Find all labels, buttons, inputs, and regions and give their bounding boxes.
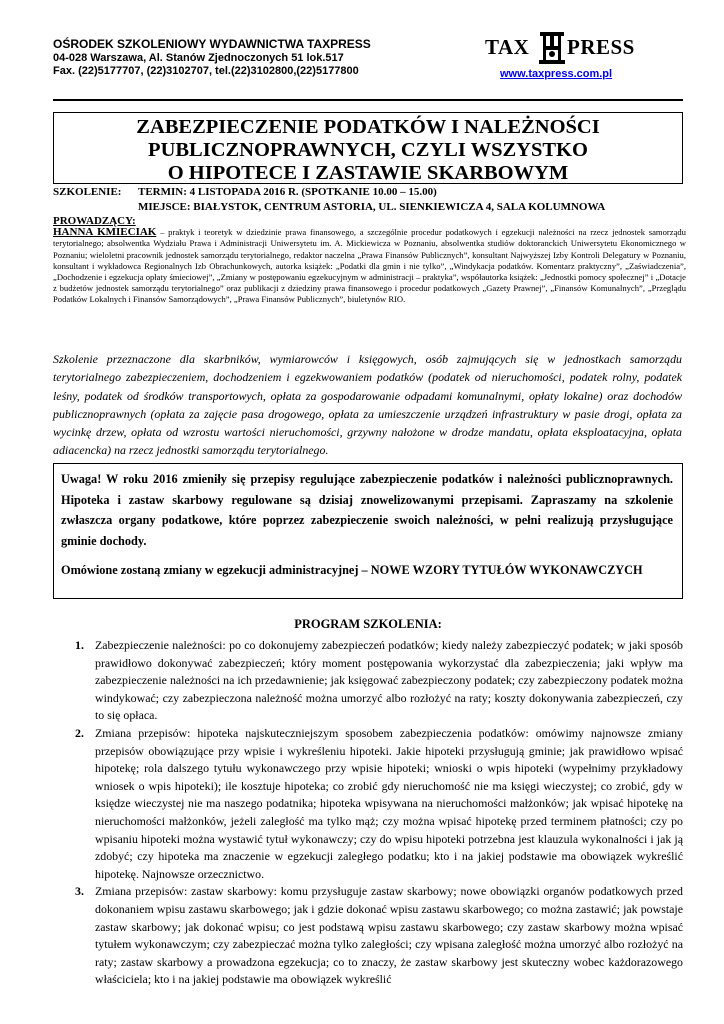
program-list [53,637,683,989]
training-date: TERMIN: 4 LISTOPADA 2016 R. (SPOTKANIE 10.00 – 15.00) [138,186,437,198]
notice-paragraph-1: Uwaga! W roku 2016 zmieniły się przepisy regulujące zabezpieczenie podatków i należności publicznoprawnych. Hipoteka i zastaw skarbowy regulowane są dzisiaj znowelizowanymi przepisami. Zapraszamy na szkolenie zwłaszcza organy podatkowe, które poprzez zabezpieczenie swoich należności, w pełni realizują przysługujące gminie dochody. [61,472,673,548]
training-details [138,185,605,215]
header-divider [53,99,683,101]
printing-press-icon [537,30,567,66]
list-item-text: Zabezpieczenie należności: po co dokonujemy zabezpieczeń podatków; kiedy należy zabezpieczyć podatek; w jaki sposób prawidłowo dokonywać zabezpieczeń; który moment postępowania wykorzystać dla zabezpieczenia; jaki wpływ ma zabezpieczenie należności na ich przedawnienie; jak księgować zabezpieczony podatek; czy zabezpieczony podatek można windykować; czy zabezpieczona należność można umorzyć albo rozłożyć na raty; koszty dokonywania zabezpieczeń, czy to się opłaca. [95,638,683,723]
list-item-number: 3. [75,884,84,899]
website-link[interactable]: www.taxpress.com.pl [500,68,613,80]
presenter-bio: – praktyk i teoretyk w dziedzinie prawa finansowego, a szczególnie procedur podatkowych i egzekucji należności na rzecz jednostek samorządu terytorialnego; absolwentka Wydziału Prawa i Administracji Uniwersytetu im. A. Mickiewicza w Poznaniu, absolwentka studiów doktoranckich Uniwersytetu Ekonomicznego w Poznaniu; wieloletni pracownik jednostek samorządu terytorialnego, redaktor naczelna „Prawa Finansów Publicznych”, konsultant Najwyższej Izby Kontroli Delegatury w Poznaniu, konsultant i wykładowca Regionalnych Izb Obrachunkowych, autorka książek: „Podatki dla gmin i nie tylko”, „Windykacja podatków. Komentarz praktyczny”, „Zaświadczenia”, „Dochodzenie i egzekucja opłaty śmieciowej”, „Zmiany w postępowaniu egzekucyjnym w administracji – praktyka”, współautorka książek: „Jednostki pomocy społecznej” i „Dotacje z budżetów jednostek samorządu terytorialnego” oraz publikacji z dziedziny prawa finansowego i procedur podatkowych „Gazety Prawnej”, „Finansów Komunalnych”, „Przeglądu Podatków Lokalnych i Finansów Samorządowych”, „Prawa Finansów Publicznych”, biuletynów RIO. [53,227,686,305]
title-line-1: ZABEZPIECZENIE PODATKÓW I NALEŻNOŚCI [136,116,600,138]
logo-text-left: TAX [485,35,530,59]
list-item [53,725,683,883]
logo-text-right: PRESS [567,35,635,59]
header-contact-block [53,38,371,79]
list-item-text: Zmiana przepisów: zastaw skarbowy: komu przysługuje zastaw skarbowy; nowe obowiązki organów podatkowych przed dokonaniem wpisu zastawu skarbowego; jak i gdzie dokonać wpisu zastawu skarbowego; co można zastawić; jak powstaje zastaw skarbowy; jak dokonać wpisu; co jest podstawą wpisu zastawu skarbowego; czy zastaw skarbowy można wpisać tytułem wykonawczym; czy zabezpieczać można tylko zaległości; czy wpisana zaległość można umorzyć albo rozłożyć na raty; zastaw skarbowy a prowadzona egzekucja; co to znaczy, że zastaw skarbowy jest skuteczny wobec każdorazowego właściciela; kto i na jakiej podstawie ma obowiązek wykreślić [95,884,683,987]
notice-text [61,469,673,581]
presenter-label: PROWADZĄCY: [53,215,136,227]
list-item [53,883,683,989]
notice-paragraph-2: Omówione zostaną zmiany w egzekucji administracyjnej – NOWE WZORY TYTUŁÓW WYKONAWCZYCH [61,563,643,577]
org-name: OŚRODEK SZKOLENIOWY WYDAWNICTWA TAXPRESS [53,37,371,51]
presenter-name: HANNA KMIECIAK [53,226,157,239]
intro-paragraph: Szkolenie przeznaczone dla skarbników, wymiarowców i księgowych, osób zajmujących się w jednostkach samorządu terytorialnego zabezpieczeniem, dochodzeniem i egzekwowaniem podatków (podatek od nieruchomości, podatek rolny, podatek leśny, podatek od środków transportowych, opłata za gospodarowanie odpadami komunalnymi, opłaty lokalne) oraz dochodów publicznoprawnych (opłata za zajęcie pasa drogowego, opłata za umieszczenie urządzeń infrastruktury w pasie drogi, opłata za wycinkę drzew, opłata od wzrostu wartości nieruchomości, grzywny nałożone w drodze mandatu, opłata eksploatacyjna, opłata adiacencka) na rzecz jednostki samorządu terytorialnego. [53,352,682,458]
title-line-2: PUBLICZNOPRAWNYCH, CZYLI WSZYSTKO [148,139,588,161]
list-item-text: Zmiana przepisów: hipoteka najskuteczniejszym sposobem zabezpieczenia podatków: omówimy najnowsze zmiany przepisów obowiązujące przy wpisie i wykreśleniu hipoteki. Jakie hipoteki przysługują gminie; jak prawidłowo wpisać hipotekę; rola dalszego tytułu wykonawczego przy wpisie hipoteki; wnioski o wpis hipoteki (wypełnimy przykładowy wniosek o wpis hipoteki); ile kosztuje hipoteka; co zrobić gdy nieruchomość nie ma księgi wieczystej; co zrobić, gdy w księdze wieczystej nie ma naszego podatnika; hipoteka wpisywana na nieruchomości małżonków; jak wpisać hipotekę na nieruchomości małżonków, jeżeli zaległość ma tylko mąż; czy można wpisać hipotekę przed terminem płatności; czy po wpisaniu hipoteki można wystawić tytuł wykonawczy; czy do wpisu hipoteki potrzebna jest klauzula wykonalności i jak ją zdobyć; czy hipoteka ma znaczenie w egzekucji zaległego podatku; kto i na jakiej podstawie ma obowiązek wykreślić hipotekę. Najnowsze orzecznictwo. [95,725,683,881]
taxpress-logo [483,30,645,70]
list-item-number: 1. [75,638,84,652]
org-address: 04-028 Warszawa, Al. Stanów Zjednoczonych 51 lok.517 [53,51,344,64]
training-venue: MIEJSCE: BIAŁYSTOK, CENTRUM ASTORIA, UL. SIENKIEWICZA 4, SALA KOLUMNOWA [138,201,606,213]
document-title [53,116,683,185]
program-heading: PROGRAM SZKOLENIA: [294,617,442,631]
list-item [53,637,683,725]
org-contact: Fax. (22)5177707, (22)3102707, tel.(22)3102800,(22)5177800 [53,65,359,77]
list-item-number: 2. [75,725,84,740]
title-line-3: O HIPOTECE I ZASTAWIE SKARBOWYM [167,162,569,184]
presenter-section [53,216,686,306]
training-label: SZKOLENIE: [53,186,122,198]
